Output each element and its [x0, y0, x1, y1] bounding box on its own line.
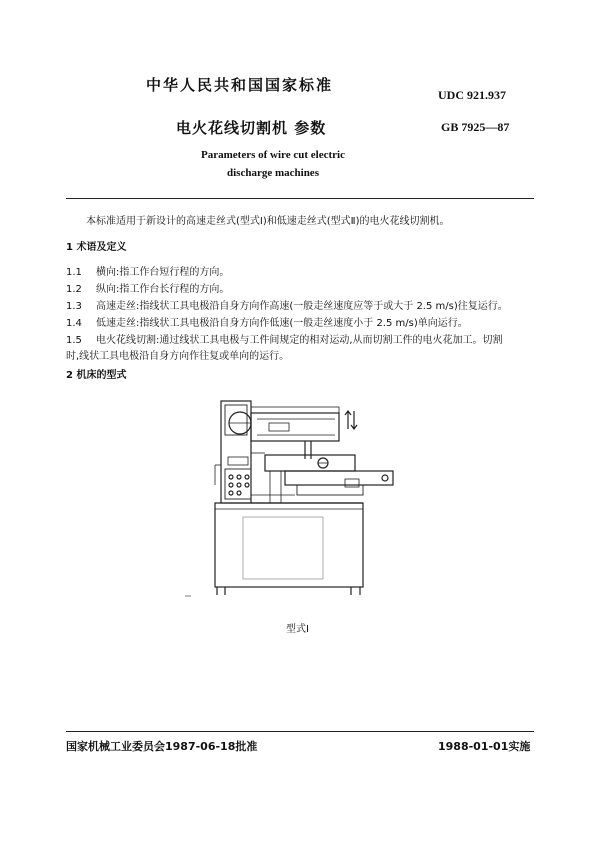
document-title: 电火花线切割机 参数 — [176, 119, 327, 137]
machine-type-figure — [185, 385, 410, 600]
scope-paragraph: 本标准适用于新设计的高速走丝式(型式Ⅰ)和低速走丝式(型式Ⅱ)的电火花线切割机。 — [86, 216, 450, 227]
implementation-date: 1988-01-01实施 — [438, 740, 531, 753]
figure-caption: 型式Ⅰ — [286, 624, 309, 635]
item-number: 1.4 — [66, 318, 82, 329]
machine-column — [221, 401, 251, 503]
item-number: 1.3 — [66, 301, 82, 312]
english-title — [180, 146, 366, 182]
standard-number: GB 7925—87 — [441, 120, 510, 134]
cross-slide — [285, 471, 393, 485]
issuer-heading: 中华人民共和国国家标准 — [146, 76, 334, 94]
item-number: 1.5 — [66, 335, 82, 346]
udc-number: UDC 921.937 — [438, 88, 506, 102]
item-text: 纵向:指工作台长行程的方向。 — [96, 284, 230, 295]
section-2-heading: 2 机床的型式 — [66, 370, 127, 381]
item-text: 横向:指工作台短行程的方向。 — [96, 267, 230, 278]
approval-date: 国家机械工业委员会1987-06-18批准 — [66, 740, 258, 753]
english-title-line1: Parameters of wire cut electric — [201, 149, 345, 161]
machine-base — [215, 503, 363, 587]
definition-item — [66, 331, 503, 346]
definition-item — [66, 263, 229, 278]
item-text: 电火花线切割:通过线状工具电极与工件间规定的相对运动,从而切割工件的电火花加工。切割 — [96, 335, 503, 346]
top-divider — [66, 198, 534, 199]
item-text: 高速走丝:指线状工具电极沿自身方向作高速(一般走丝速度应等于或大于 2.5 m/s)往复运行。 — [96, 301, 508, 312]
vertical-motion-arrows-icon — [345, 411, 357, 429]
section-1-heading: 1 术语及定义 — [66, 242, 127, 253]
definition-item — [66, 280, 229, 295]
item-number: 1.2 — [66, 284, 82, 295]
worktable — [265, 455, 355, 471]
bottom-divider — [66, 731, 534, 732]
english-title-line2: discharge machines — [227, 167, 319, 179]
definition-item — [66, 297, 508, 312]
definition-item-continuation: 时,线状工具电极沿自身方向作往复或单向的运行。 — [66, 351, 290, 362]
definition-item — [66, 314, 468, 329]
item-text: 低速走丝:指线状工具电极沿自身方向作低速(一般走丝速度小于 2.5 m/s)单向运行。 — [96, 318, 468, 329]
item-number: 1.1 — [66, 267, 82, 278]
upper-arm — [251, 413, 339, 441]
